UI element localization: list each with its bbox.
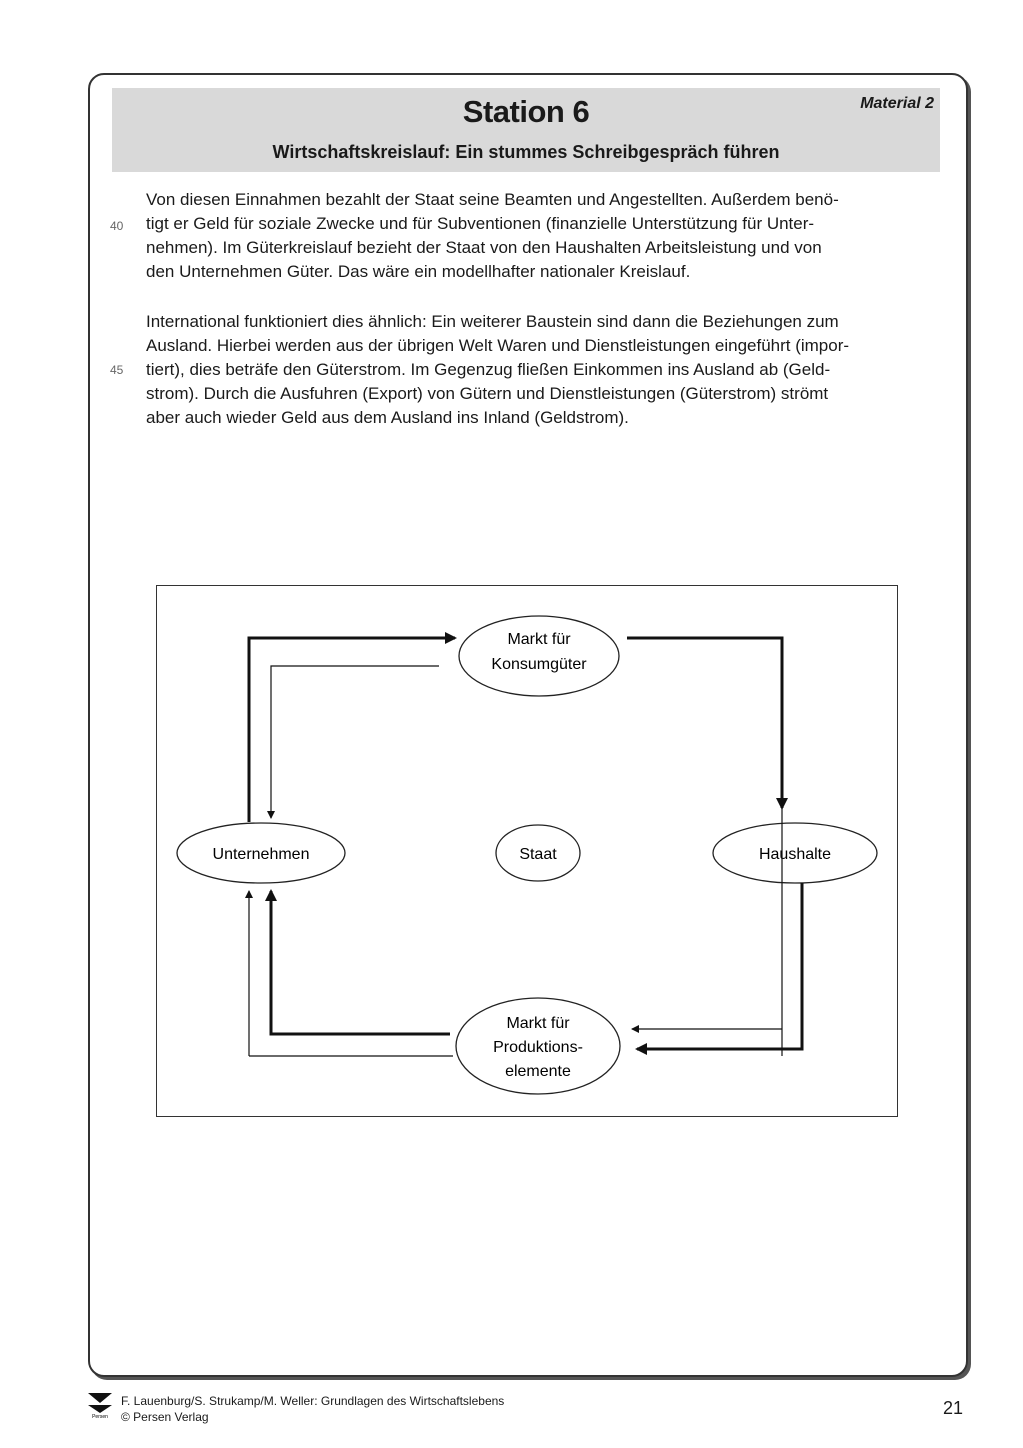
text-line: nehmen). Im Güterkreislauf bezieht der Staat von den Haushalten Arbeitsleistung und von [146, 238, 822, 257]
text-line: den Unternehmen Güter. Das wäre ein modellhafter nationaler Kreislauf. [146, 262, 691, 281]
text-line: aber auch wieder Geld aus dem Ausland ins Inland (Geldstrom). [146, 408, 629, 427]
page-number: 21 [942, 1398, 963, 1418]
node-firms [177, 823, 345, 883]
node-text: Produktions- [493, 1039, 583, 1056]
text-line: Ausland. Hierbei werden aus der übrigen Welt Waren und Dienstleistungen eingeführt (impor- [146, 336, 850, 355]
arrow-bezug-konsumgueter [627, 638, 782, 808]
page-subtitle: Wirtschaftskreislauf: Ein stummes Schreibgespräch führen [272, 142, 780, 162]
node-text: Konsumgüter [491, 656, 587, 673]
footer-publisher: © Persen Verlag [121, 1410, 209, 1424]
node-text: elemente [505, 1063, 571, 1080]
node-market-consumer [459, 616, 619, 696]
text-line: Von diesen Einnahmen bezahlt der Staat seine Beamten und Angestellten. Außerdem benö- [146, 190, 839, 209]
footer-authors: F. Lauenburg/S. Strukamp/M. Weller: Grundlagen des Wirtschaftslebens [121, 1394, 505, 1408]
node-text: Markt für [506, 1015, 570, 1032]
line-number-45: 45 [110, 363, 124, 377]
node-text: Haushalte [758, 846, 832, 863]
publisher-logo [88, 1393, 112, 1419]
text-line: International funktioniert dies ähnlich: Ein weiterer Baustein sind dann die Beziehungen zum [146, 312, 839, 331]
paragraph-2 [146, 310, 936, 430]
arrow-bezug-produktion [271, 891, 450, 1034]
text-line: tigt er Geld für soziale Zwecke und für Subventionen (finanzielle Unterstützung für Unter- [146, 214, 815, 233]
node-text: Staat [519, 846, 557, 863]
material-label: Material 2 [860, 95, 934, 112]
node-market-production [456, 998, 620, 1094]
economic-cycle-diagram [156, 585, 898, 1117]
page-title: Station 6 [462, 94, 590, 129]
node-text: Markt für [507, 631, 571, 648]
paragraph-1 [146, 188, 936, 284]
text-line: strom). Durch die Ausfuhren (Export) von Gütern und Dienstleistungen (Güterstrom) strömt [146, 384, 829, 403]
arrow-angebot-produktion [637, 883, 802, 1049]
logo-text: Persen [92, 1414, 108, 1419]
arrow-erloese [271, 666, 439, 818]
node-households [713, 823, 877, 883]
line-number-40: 40 [110, 219, 124, 233]
header-bar [112, 88, 940, 172]
text-line: tiert), dies beträfe den Güterstrom. Im Gegenzug fließen Einkommen ins Ausland ab (Geld- [146, 360, 831, 379]
node-state [496, 825, 580, 881]
node-text: Unternehmen [212, 846, 310, 863]
